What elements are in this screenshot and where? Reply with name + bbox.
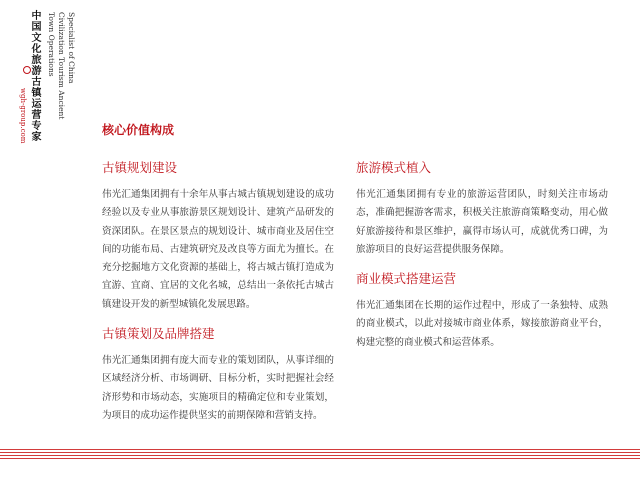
block-heading: 旅游模式植入 (356, 160, 432, 175)
block-body: 伟光汇通集团拥有十余年从事古城古镇规划建设的成功经验以及专业从事旅游景区规划设计、建筑产品研发的资深团队。在景区景点的规划设计、城市商业及居住空间的功能布局、古建筑研究及改良等方面尤为擅长。在充分挖掘地方文化资源的基础上，将古城古镇打造成为宜游、宜商、宜居的文化名城，总结出一条依托古城古镇建设开发的新型城镇化发展思路。 (102, 189, 334, 310)
block-body: 伟光汇通集团在长期的运作过程中，形成了一条独特、成熟的商业模式，以此对接城市商业体系，嫁接旅游商业平台，构建完整的商业模式和运营体系。 (356, 300, 608, 348)
content-block-business (356, 271, 608, 352)
brand-name-cn: 中国文化旅游古镇运营专家 (29, 10, 40, 142)
footer-divider (0, 449, 640, 450)
brand-name-en-line: Civilization Tourism Ancient (57, 12, 66, 120)
brand-website: wgh-group.com (19, 88, 27, 144)
brand-name-en-line: Town Operations (47, 12, 56, 77)
content-block-tourism (356, 160, 608, 259)
block-heading: 古镇规划建设 (102, 160, 178, 175)
right-column (356, 160, 608, 364)
block-body: 伟光汇通集团拥有专业的旅游运营团队，时刻关注市场动态，准确把握游客需求，积极关注旅游商策略变动，用心做好旅游接待和景区维护，赢得市场认可，成就优秀口碑，为旅游项目的良好运营提供服务保障。 (356, 189, 608, 255)
footer-divider (0, 452, 640, 453)
brand-name-en (46, 12, 76, 119)
block-heading: 古镇策划及品牌搭建 (102, 326, 215, 342)
content-block-planning (102, 160, 334, 314)
section-title: 核心价值构成 (102, 123, 175, 137)
brand-name-en-line: Specialist of China (67, 12, 76, 84)
block-heading: 商业模式搭建运营 (356, 271, 457, 287)
block-body: 伟光汇通集团拥有庞大而专业的策划团队，从事详细的区域经济分析、市场调研、目标分析，实时把握社会经济形势和市场动态，实施项目的精确定位和专业策划，为项目的成功运作提供坚实的前期保障和营销支持。 (102, 355, 334, 421)
content-block-branding (102, 326, 334, 425)
left-column (102, 160, 334, 437)
footer-divider (0, 455, 640, 456)
footer-divider (0, 458, 640, 459)
